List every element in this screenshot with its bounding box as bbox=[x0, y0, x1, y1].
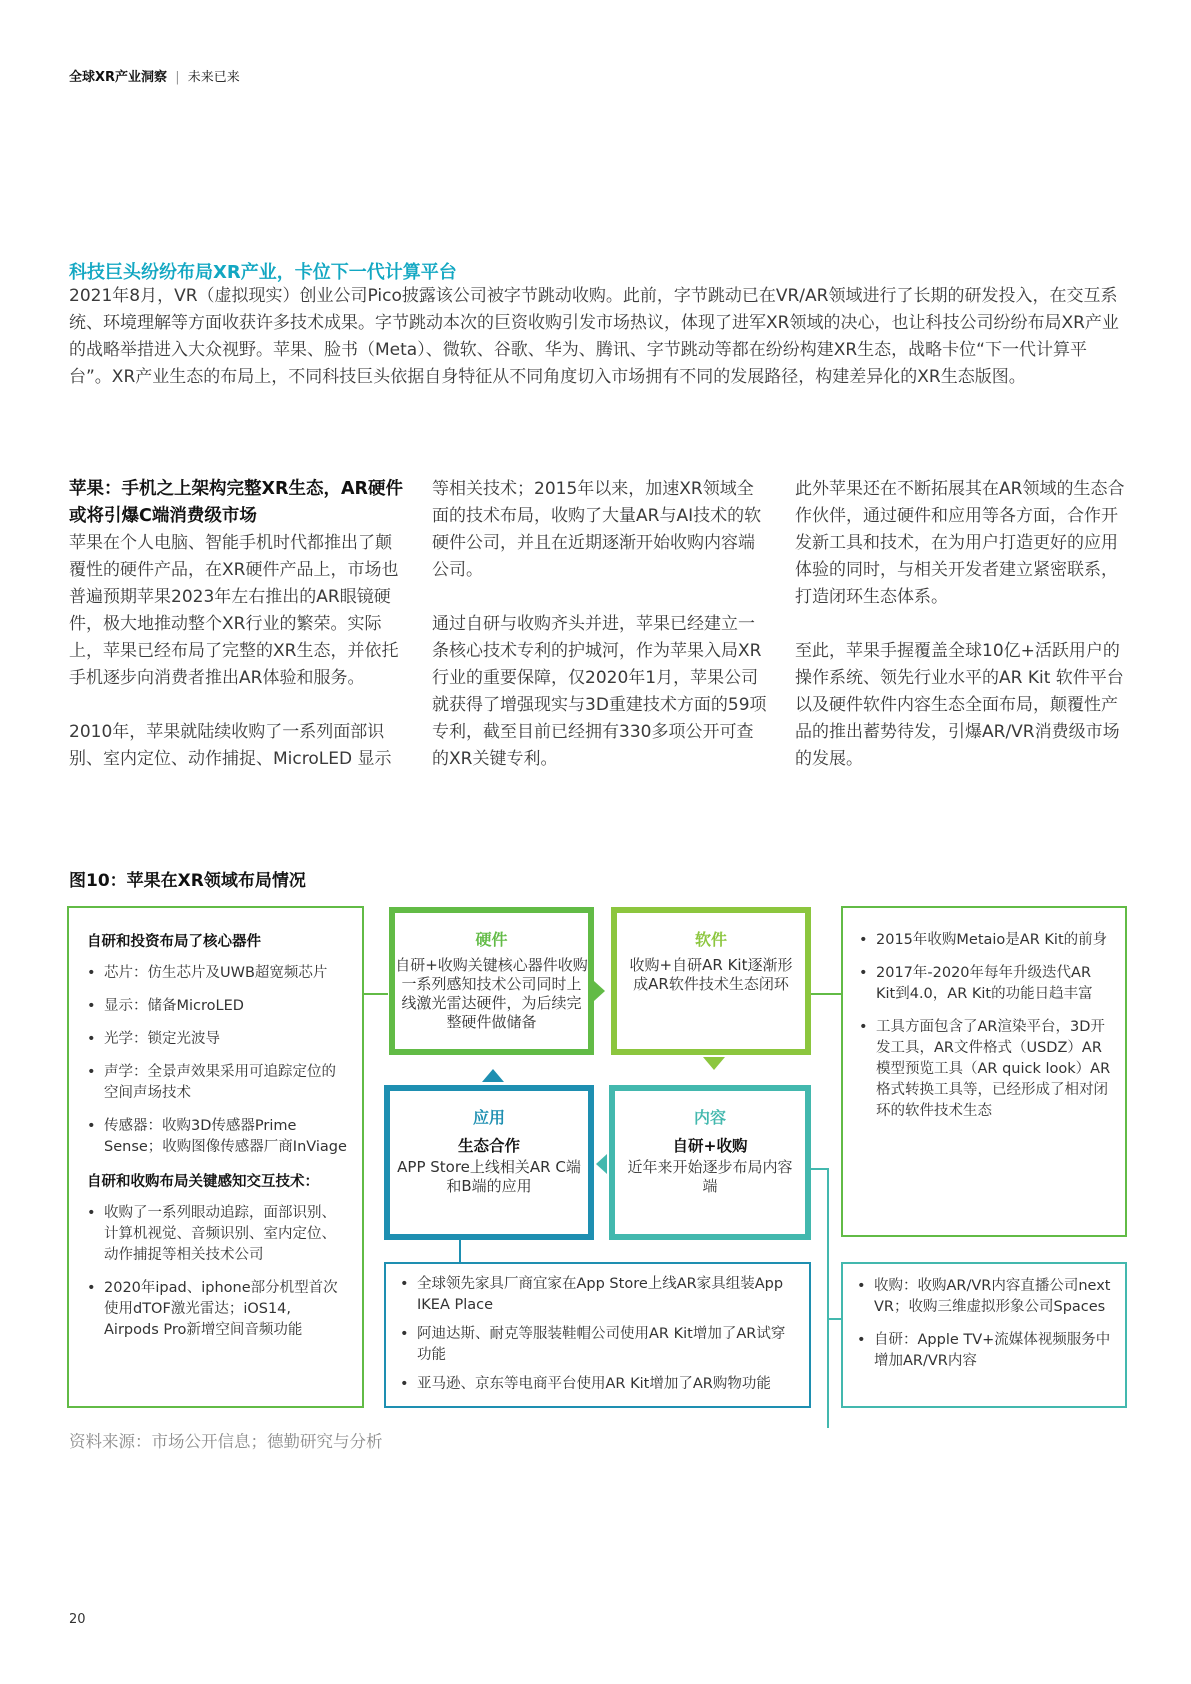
header-separator: | bbox=[175, 70, 180, 85]
list-item: • 2017年-2020年每年升级迭代AR Kit到4.0，AR Kit的功能日趋丰富 bbox=[859, 963, 1113, 1005]
hardware-desc: 自研+收购关键核心器件收购一系列感知技术公司同时上线激光雷达硬件，为后续完整硬件做储备 bbox=[395, 956, 588, 1031]
software-details-list bbox=[859, 930, 1113, 1122]
connector-line bbox=[827, 1318, 841, 1320]
hardware-title: 硬件 bbox=[475, 930, 508, 949]
arrow-down-icon bbox=[703, 1057, 725, 1070]
core-components-panel bbox=[67, 906, 364, 1408]
content-title: 内容 bbox=[693, 1108, 726, 1127]
column-2 bbox=[432, 476, 768, 800]
list-item: • 显示：储备MicroLED bbox=[87, 996, 348, 1017]
hardware-box bbox=[389, 907, 594, 1055]
list-item: • 光学：锁定光波导 bbox=[87, 1029, 348, 1050]
connector-line bbox=[827, 1168, 829, 1428]
column-1 bbox=[69, 476, 405, 800]
figure-title: 图10：苹果在XR领域布局情况 bbox=[69, 871, 306, 891]
col3-paragraph-1: 此外苹果还在不断拓展其在AR领域的生态合作伙伴，通过硬件和应用等各方面，合作开发新工具和技术，在为用户打造更好的应用体验的同时，与相关开发者建立紧密联系，打造闭环生态体系。 bbox=[795, 479, 1125, 607]
content-box bbox=[609, 1085, 811, 1240]
list-item: • 自研：Apple TV+流媒体视频服务中增加AR/VR内容 bbox=[857, 1330, 1115, 1372]
content-details-list bbox=[857, 1276, 1115, 1372]
arrow-up-icon bbox=[482, 1069, 504, 1082]
application-details-panel bbox=[384, 1262, 811, 1408]
col1-paragraph-2: 2010年，苹果就陆续收购了一系列面部识别、室内定位、动作捕捉、MicroLED 显示 bbox=[69, 722, 392, 769]
col2-paragraph-1: 等相关技术；2015年以来，加速XR领域全面的技术布局，收购了大量AR与AI技术的软硬件公司，并且在近期逐渐开始收购内容端公司。 bbox=[432, 479, 762, 580]
core-components-heading: 自研和投资布局了核心器件 bbox=[87, 934, 261, 950]
column-3 bbox=[795, 476, 1131, 800]
content-sub: 自研+收购 bbox=[672, 1137, 748, 1155]
software-box bbox=[611, 907, 811, 1055]
list-item: • 2015年收购Metaio是AR Kit的前身 bbox=[859, 930, 1113, 951]
application-box bbox=[384, 1085, 594, 1240]
col3-paragraph-2: 至此，苹果手握覆盖全球10亿+活跃用户的操作系统、领先行业水平的AR Kit 软件平台以及硬件软件内容生态全面布局，颠覆性产品的推出蓄势待发，引爆AR/VR消费级市场的发展。 bbox=[795, 641, 1124, 769]
list-item: • 声学：全景声效果采用可追踪定位的空间声场技术 bbox=[87, 1062, 348, 1104]
software-title: 软件 bbox=[694, 930, 727, 949]
apple-subtitle: 苹果：手机之上架构完整XR生态，AR硬件或将引爆C端消费级市场 bbox=[69, 479, 403, 526]
section-title: 科技巨头纷纷布局XR产业，卡位下一代计算平台 bbox=[69, 262, 457, 283]
content-desc: 近年来开始逐步布局内容端 bbox=[627, 1158, 793, 1195]
list-item: • 芯片：仿生芯片及UWB超宽频芯片 bbox=[87, 963, 348, 984]
list-item: • 亚马逊、京东等电商平台使用AR Kit增加了AR购物功能 bbox=[400, 1374, 797, 1395]
col2-paragraph-2: 通过自研与收购齐头并进，苹果已经建立一条核心技术专利的护城河，作为苹果入局XR行业的重要保障，仅2020年1月，苹果公司就获得了增强现实与3D重建技术方面的59项专利，截至目前已经拥有330多项公开可查的XR关键专利。 bbox=[432, 614, 767, 769]
software-desc: 收购+自研AR Kit逐渐形成AR软件技术生态闭环 bbox=[629, 956, 793, 993]
list-item: • 传感器：收购3D传感器Prime Sense；收购图像传感器厂商InViage bbox=[87, 1116, 348, 1158]
software-details-panel bbox=[841, 906, 1127, 1237]
list-item: • 收购了一系列眼动追踪，面部识别、计算机视觉、音频识别、室内定位、动作捕捉等相关技术公司 bbox=[87, 1203, 348, 1266]
application-details-list bbox=[400, 1274, 797, 1395]
page-number: 20 bbox=[69, 1612, 86, 1627]
intro-paragraph: 2021年8月，VR（虚拟现实）创业公司Pico披露该公司被字节跳动收购。此前，字节跳动已在VR/AR领域进行了长期的研发投入，在交互系统、环境理解等方面收获许多技术成果。字节跳动本次的巨资收购引发市场热议，体现了进军XR领域的决心，也让科技公司纷纷布局XR产业的战略举措进入大众视野。苹果、脸书（Meta）、微软、谷歌、华为、腾讯、字节跳动等都在纷纷构建XR生态，战略卡位“下一代计算平台”。XR产业生态的布局上，不同科技巨头依据自身特征从不同角度切入市场拥有不同的发展路径，构建差异化的XR生态版图。 bbox=[69, 286, 1119, 387]
application-desc: APP Store上线相关AR C端和B端的应用 bbox=[397, 1158, 581, 1195]
header-title: 全球XR产业洞察 bbox=[69, 70, 168, 85]
application-sub: 生态合作 bbox=[457, 1137, 520, 1155]
running-header bbox=[69, 66, 240, 85]
list-item: • 收购：收购AR/VR内容直播公司next VR；收购三维虚拟形象公司Spaces bbox=[857, 1276, 1115, 1318]
connector-line bbox=[364, 993, 388, 995]
arrow-left-icon bbox=[596, 1154, 607, 1174]
connector-line bbox=[459, 1240, 461, 1262]
interaction-tech-heading: 自研和收购布局关键感知交互技术： bbox=[87, 1174, 319, 1190]
figure-source: 资料来源：市场公开信息；德勤研究与分析 bbox=[69, 1432, 383, 1451]
list-item: • 工具方面包含了AR渲染平台，3D开发工具，AR文件格式（USDZ）AR模型预览工具（AR quick look）AR格式转换工具等，已经形成了相对闭环的软件技术生态 bbox=[859, 1017, 1113, 1122]
content-details-panel bbox=[841, 1262, 1127, 1408]
connector-line bbox=[811, 993, 841, 995]
core-components-list bbox=[87, 963, 348, 1158]
list-item: • 阿迪达斯、耐克等服装鞋帽公司使用AR Kit增加了AR试穿功能 bbox=[400, 1324, 797, 1366]
list-item: • 2020年ipad、iphone部分机型首次使用dTOF激光雷达；iOS14, Airpods Pro新增空间音频功能 bbox=[87, 1278, 348, 1341]
arrow-right-icon bbox=[594, 981, 605, 1001]
application-title: 应用 bbox=[472, 1108, 505, 1127]
interaction-tech-list bbox=[87, 1203, 348, 1341]
col1-paragraph-1: 苹果在个人电脑、智能手机时代都推出了颠覆性的硬件产品，在XR硬件产品上，市场也普遍预期苹果2023年左右推出的AR眼镜硬件，极大地推动整个XR行业的繁荣。实际上，苹果已经布局了完整的XR生态，并依托手机逐步向消费者推出AR体验和服务。 bbox=[69, 533, 399, 688]
list-item: • 全球领先家具厂商宜家在App Store上线AR家具组装App IKEA Place bbox=[400, 1274, 797, 1316]
header-subtitle: 未来已来 bbox=[187, 70, 240, 85]
